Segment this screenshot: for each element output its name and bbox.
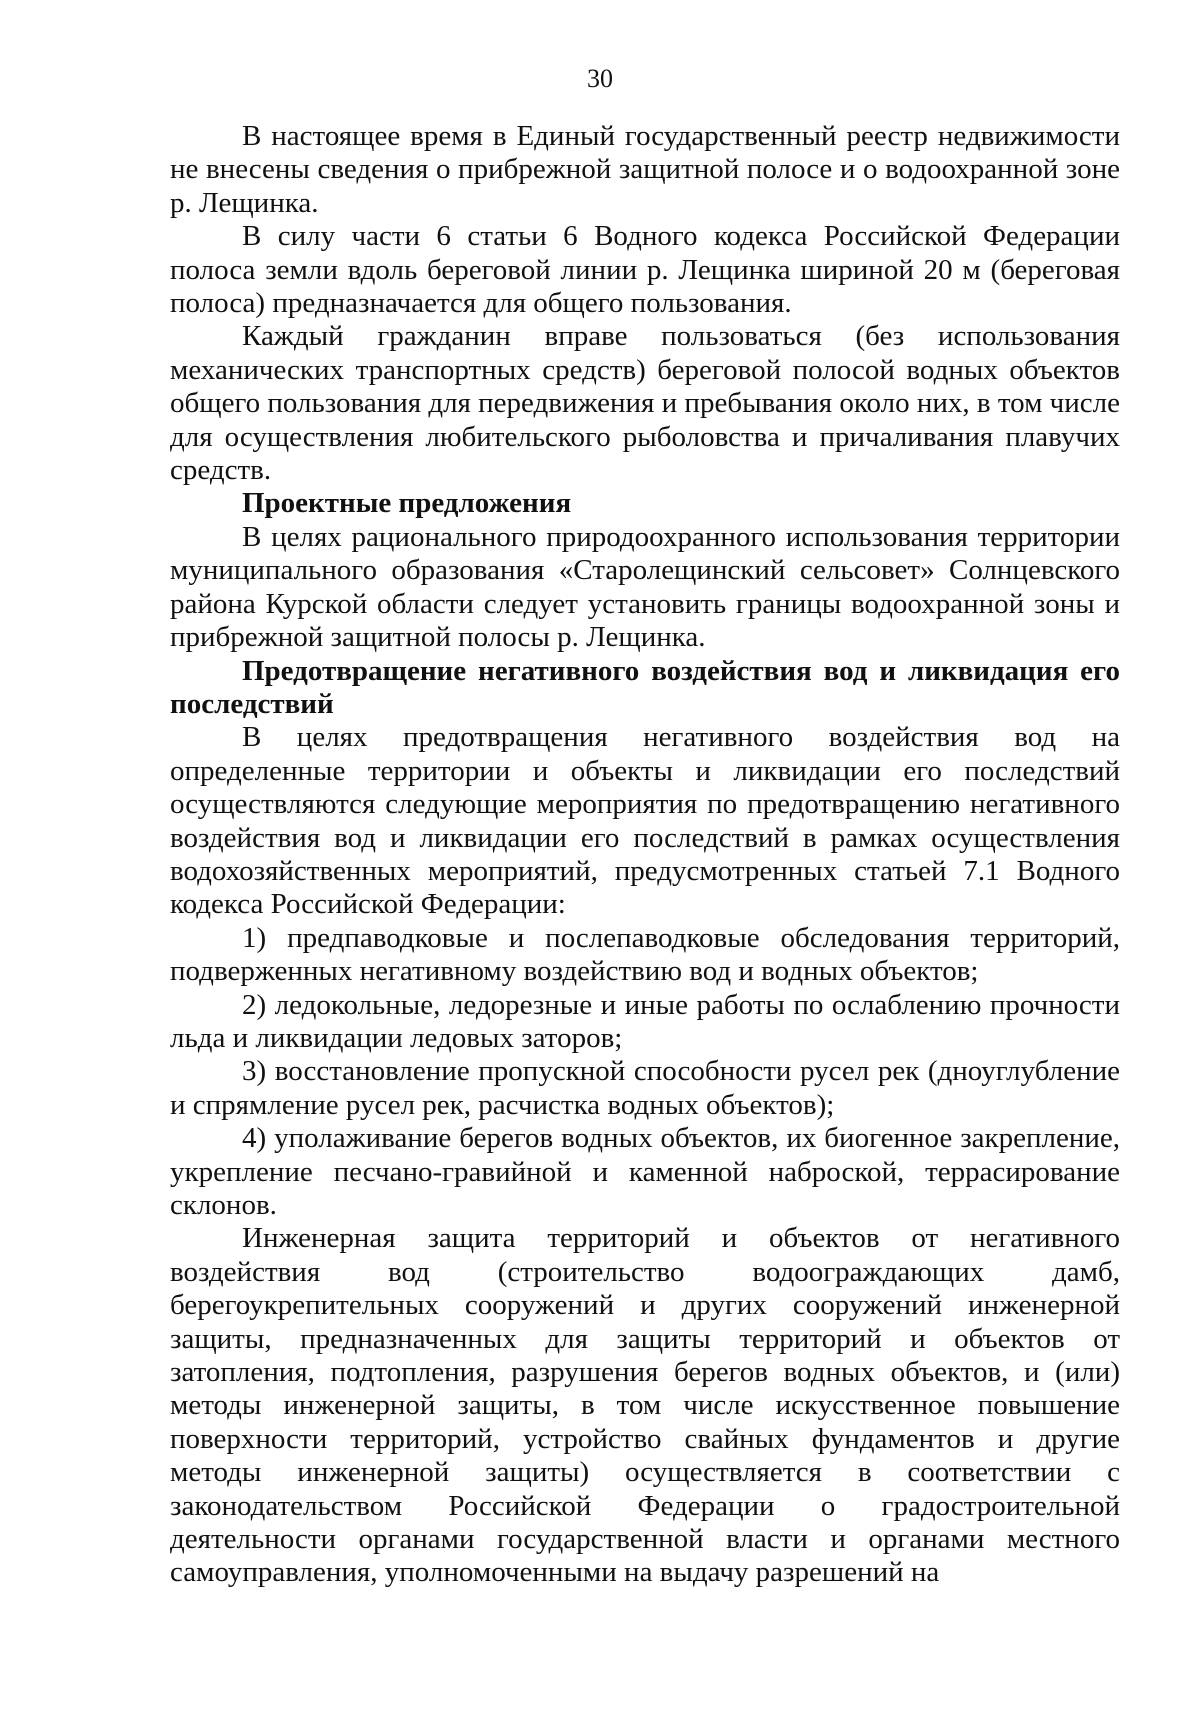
list-item-4: 4) уполаживание берегов водных объектов, их биогенное закрепление, укрепление песчано-гравийной и каменной наброской, террасирование склонов. — [170, 1122, 1120, 1221]
heading-negative-impact-prevention: Предотвращение негативного воздействия вод и ликвидация его последствий — [170, 654, 1120, 720]
list-item-3: 3) восстановление пропускной способности русел рек (дноуглубление и спрямление русел рек, расчистка водных объектов); — [170, 1055, 1120, 1121]
document-body — [170, 120, 1120, 1590]
paragraph-egrn: В настоящее время в Единый государственный реестр недвижимости не внесены сведения о прибрежной защитной полосе и о водоохранной зоне р. Лещинка. — [170, 120, 1120, 219]
paragraph-coastal-strip: В силу части 6 статьи 6 Водного кодекса Российской Федерации полоса земли вдоль береговой линии р. Лещинка шириной 20 м (береговая полоса) предназначается для общего пользования. — [170, 220, 1120, 320]
paragraph-prevention-measures: В целях предотвращения негативного воздействия вод на определенные территории и объекты и ликвидации его последствий осуществляются следующие мероприятия по предотвращению негативного воздействия вод и ликвидации его последствий в рамках осуществления водохозяйственных мероприятий, предусмотренных статьей 7.1 Водного кодекса Российской Федерации: — [170, 721, 1120, 921]
heading-project-proposals: Проектные предложения — [242, 487, 572, 520]
list-item-1: 1) предпаводковые и послепаводковые обследования территорий, подверженных негативному воздействию вод и водных объектов; — [170, 921, 1120, 988]
list-item-2: 2) ледокольные, ледорезные и иные работы по ослаблению прочности льда и ликвидации ледовых заторов; — [170, 988, 1120, 1054]
paragraph-engineering-protection: Инженерная защита территорий и объектов от негативного воздействия вод (строительство водоограждающих дамб, берегоукрепительных сооружений и других сооружений инженерной защиты, предназначенных для защиты территорий и объектов от затопления, подтопления, разрушения берегов водных объектов, и (или) методы инженерной защиты, в том числе искусственное повышение поверхности территорий, устройство свайных фундаментов и другие методы инженерной защиты) осуществляется в соответствии с законодательством Российской Федерации о градостроительной деятельности органами государственной власти и органами местного самоуправления, уполномоченными на выдачу разрешений на — [170, 1222, 1120, 1589]
paragraph-citizen-rights: Каждый гражданин вправе пользоваться (без использования механических транспортных средств) береговой полосой водных объектов общего пользования для передвижения и пребывания около них, в том числе для осуществления любительского рыболовства и причаливания плавучих средств. — [170, 320, 1120, 487]
page-number: 30 — [587, 64, 613, 93]
paragraph-project-proposals: В целях рационального природоохранного использования территории муниципального образования «Старолещинский сельсовет» Солнцевского района Курской области следует установить границы водоохранной зоны и прибрежной защитной полосы р. Лещинка. — [170, 520, 1120, 654]
